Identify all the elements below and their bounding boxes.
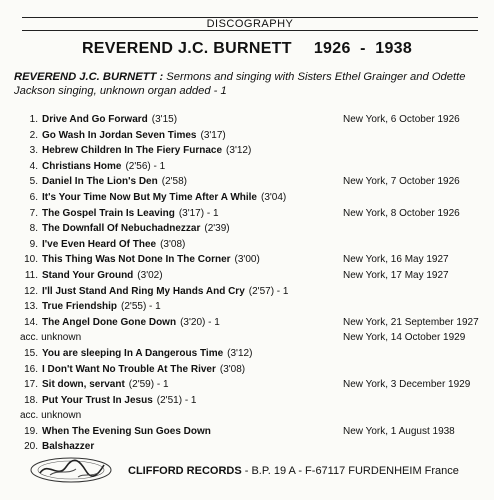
track-row bbox=[18, 221, 482, 237]
track-title: The Gospel Train Is Leaving bbox=[42, 207, 175, 219]
track-duration: (2'58) bbox=[161, 176, 187, 188]
track-number: 16. bbox=[24, 363, 38, 375]
track-duration: (3'08) bbox=[160, 238, 186, 250]
track-row bbox=[18, 159, 482, 175]
recording-location-date: New York, 16 May 1927 bbox=[343, 254, 449, 266]
credits-line bbox=[14, 70, 482, 98]
track-title: True Friendship bbox=[42, 301, 118, 313]
track-number: 3. bbox=[29, 145, 38, 157]
track-number: 9. bbox=[29, 238, 38, 250]
track-number: 8. bbox=[29, 223, 38, 235]
track-duration: (2'59) - 1 bbox=[128, 379, 169, 391]
track-row bbox=[18, 315, 482, 331]
track-title: It's Your Time Now But My Time After A While bbox=[42, 191, 257, 203]
track-number: 11. bbox=[24, 269, 38, 281]
track-duration: (3'04) bbox=[261, 191, 287, 203]
section-header bbox=[22, 17, 478, 31]
recording-location-date: New York, 3 December 1929 bbox=[343, 379, 471, 391]
track-number: 19. bbox=[24, 425, 38, 437]
track-title: Drive And Go Forward bbox=[42, 114, 148, 125]
note-text: acc. unknown bbox=[20, 332, 82, 344]
track-row bbox=[18, 424, 482, 440]
track-title: I Don't Want No Trouble At The River bbox=[42, 363, 216, 375]
track-row bbox=[18, 174, 482, 190]
section-header-label: DISCOGRAPHY bbox=[206, 18, 294, 30]
track-duration: (3'20) - 1 bbox=[180, 316, 220, 328]
track-row bbox=[18, 299, 482, 315]
track-number: 14. bbox=[24, 316, 38, 328]
page-title bbox=[0, 40, 494, 58]
track-duration: (2'57) - 1 bbox=[248, 285, 289, 297]
track-title: The Angel Done Gone Down bbox=[42, 316, 177, 328]
track-number: 2. bbox=[29, 129, 38, 141]
track-duration: (3'12) bbox=[226, 145, 252, 157]
track-row bbox=[18, 206, 482, 222]
recording-location-date: New York, 1 August 1938 bbox=[343, 425, 455, 437]
track-list bbox=[18, 112, 482, 455]
credits-artist: REVEREND J.C. BURNETT : bbox=[14, 71, 164, 83]
track-duration: (3'17) bbox=[200, 129, 226, 141]
track-number: 10. bbox=[24, 254, 38, 266]
track-title: Balshazzer bbox=[42, 441, 95, 453]
track-title: The Downfall Of Nebuchadnezzar bbox=[42, 223, 201, 235]
recording-location-date: New York, 8 October 1926 bbox=[343, 207, 460, 219]
track-title: I've Even Heard Of Thee bbox=[42, 238, 157, 250]
track-row bbox=[18, 346, 482, 362]
track-title: Put Your Trust In Jesus bbox=[42, 394, 153, 406]
track-number: 1. bbox=[29, 114, 38, 125]
track-number: 13. bbox=[24, 301, 38, 313]
recording-location-date: New York, 14 October 1929 bbox=[343, 332, 466, 344]
recording-location-date: New York, 21 September 1927 bbox=[343, 316, 479, 328]
accompaniment-note bbox=[18, 330, 482, 346]
track-number: 17. bbox=[24, 379, 38, 391]
track-number: 15. bbox=[24, 347, 38, 359]
artist-name: REVEREND J.C. BURNETT bbox=[81, 40, 292, 57]
track-row bbox=[18, 377, 482, 393]
track-number: 18. bbox=[24, 394, 38, 406]
track-row bbox=[18, 362, 482, 378]
track-number: 12. bbox=[24, 285, 38, 297]
track-row bbox=[18, 128, 482, 144]
recording-location-date: New York, 6 October 1926 bbox=[343, 114, 460, 125]
track-title: You are sleeping In A Dangerous Time bbox=[42, 347, 224, 359]
record-label-logo bbox=[28, 455, 114, 485]
track-title: When The Evening Sun Goes Down bbox=[42, 425, 211, 437]
track-title: I'll Just Stand And Ring My Hands And Cry bbox=[42, 285, 245, 297]
track-duration: (3'12) bbox=[227, 347, 253, 359]
track-duration: (2'51) - 1 bbox=[156, 394, 197, 406]
track-title: Stand Your Ground bbox=[42, 269, 134, 281]
track-duration: (2'39) bbox=[204, 223, 230, 235]
track-number: 20. bbox=[24, 441, 38, 453]
track-duration: (3'02) bbox=[137, 269, 163, 281]
track-duration: (3'15) bbox=[151, 114, 178, 125]
track-duration: (2'55) - 1 bbox=[121, 301, 161, 313]
track-title: Hebrew Children In The Fiery Furnace bbox=[42, 145, 223, 157]
note-text: acc. unknown bbox=[20, 410, 82, 422]
label-company: CLIFFORD RECORDS bbox=[128, 465, 242, 477]
track-title: This Thing Was Not Done In The Corner bbox=[42, 254, 231, 266]
track-title: Sit down, servant bbox=[42, 379, 125, 391]
track-row bbox=[18, 268, 482, 284]
track-number: 7. bbox=[29, 207, 38, 219]
track-row bbox=[18, 284, 482, 300]
recording-location-date: New York, 17 May 1927 bbox=[343, 269, 449, 281]
track-row bbox=[18, 393, 482, 409]
track-duration: (3'00) bbox=[234, 254, 260, 266]
footer bbox=[0, 453, 494, 489]
track-number: 4. bbox=[29, 160, 38, 172]
track-duration: (3'08) bbox=[219, 363, 246, 375]
recording-location-date: New York, 7 October 1926 bbox=[343, 176, 460, 188]
track-title: Daniel In The Lion's Den bbox=[42, 176, 158, 188]
label-address-text: - B.P. 19 A - F-67117 FURDENHEIM France bbox=[241, 465, 459, 477]
track-number: 5. bbox=[29, 176, 38, 188]
accompaniment-note bbox=[18, 408, 482, 424]
track-title: Go Wash In Jordan Seven Times bbox=[42, 129, 197, 141]
label-address bbox=[128, 465, 459, 477]
track-row bbox=[18, 143, 482, 159]
track-number: 6. bbox=[29, 191, 38, 203]
track-duration: (2'56) - 1 bbox=[125, 160, 166, 172]
track-row bbox=[18, 237, 482, 253]
track-title: Christians Home bbox=[42, 160, 122, 172]
track-duration: (3'17) - 1 bbox=[178, 207, 219, 219]
year-range: 1926 - 1938 bbox=[313, 40, 413, 57]
track-row bbox=[18, 112, 482, 128]
track-row bbox=[18, 252, 482, 268]
credits-text: Sermons and singing with Sisters Ethel Grainger and Odette Jackson singing, unknown organ added - 1 bbox=[14, 71, 466, 97]
track-row bbox=[18, 190, 482, 206]
